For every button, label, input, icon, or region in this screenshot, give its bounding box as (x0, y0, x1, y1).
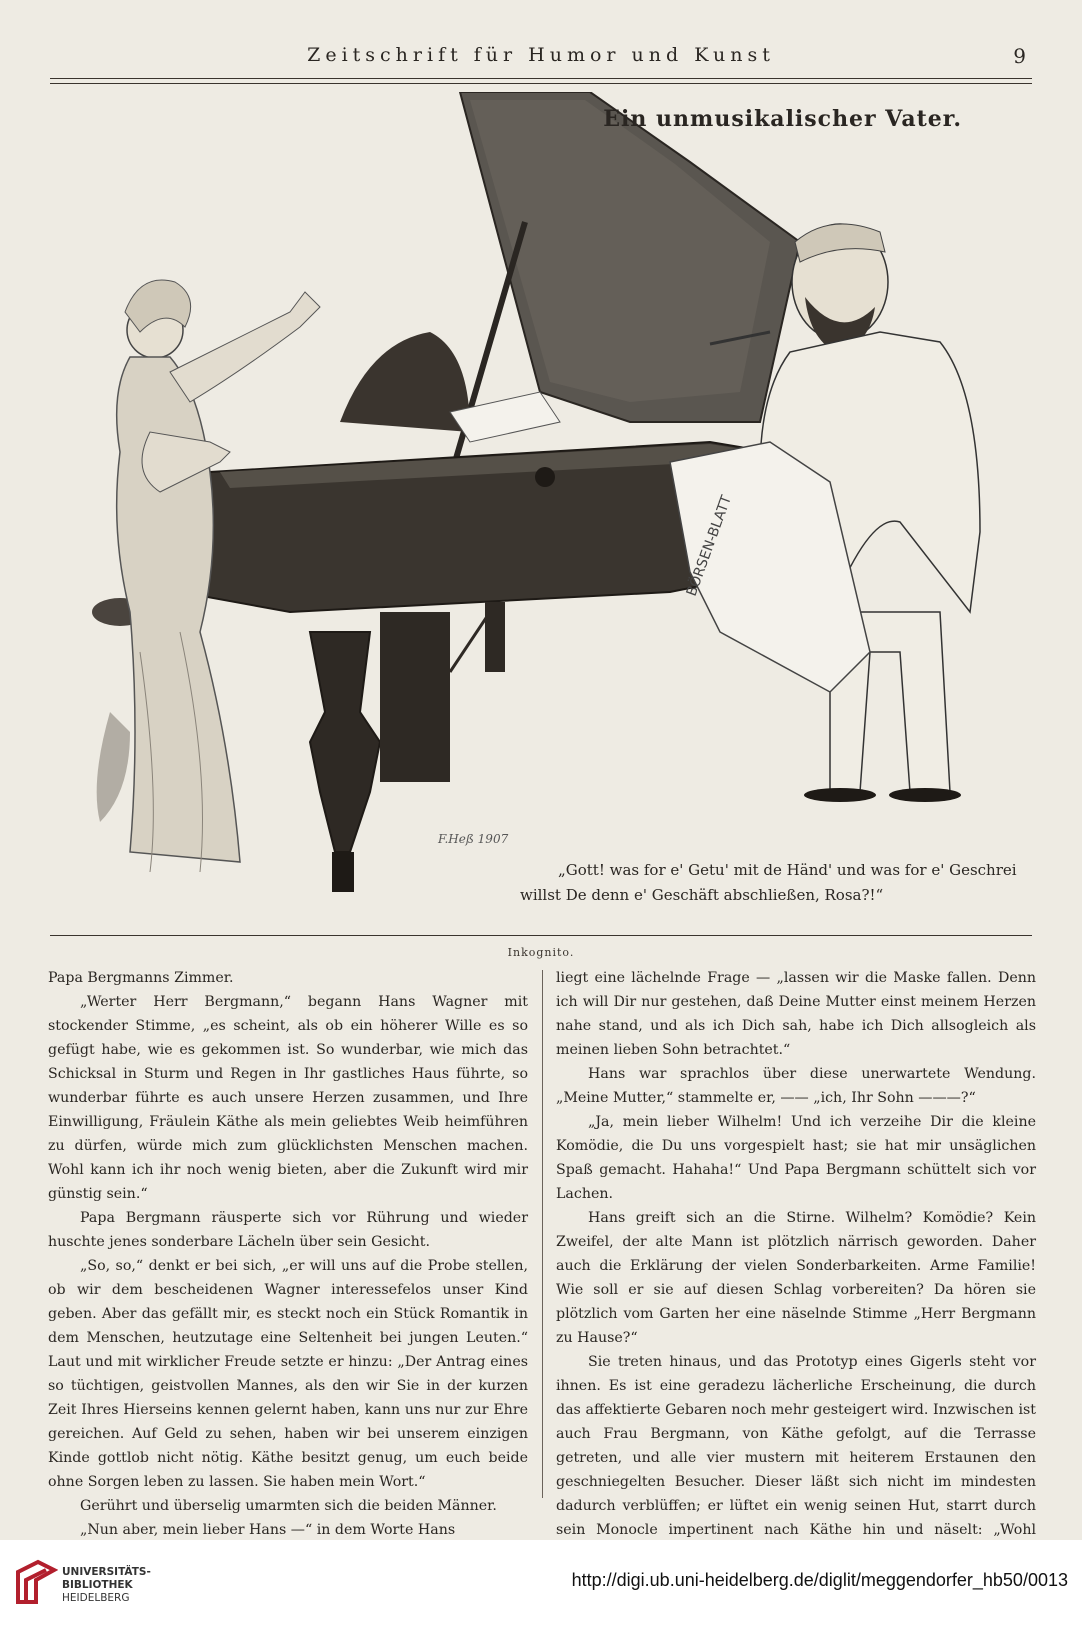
paragraph: liegt eine lächelnde Frage — „lassen wir die Maske fallen. Denn ich will Dir nur gestehen, daß Deine Mutter einst meinem Herzen nahe stand, und als ich Dich sah, habe ich Dich allsogleich als meinen lieben Sohn betrachtet.“ (556, 970, 1036, 1058)
running-head (50, 44, 1032, 74)
paragraph: Hans war sprachlos über diese unerwartete Wendung. „Meine Mutter,“ stammelte er, —— „ich, Ihr Sohn ———?“ (556, 1066, 1036, 1106)
paragraph: „Ja, mein lieber Wilhelm! Und ich verzeihe Dir die kleine Komödie, die Du uns vorgespielt hast; sie hat mir unsäglichen Spaß gemacht. Hahaha!“ Und Papa Bergmann schüttelt sich vor Lachen. (556, 1114, 1036, 1202)
library-name: UNIVERSITÄTS- BIBLIOTHEK HEIDELBERG (62, 1566, 151, 1604)
paragraph: „Werter Herr Bergmann,“ begann Hans Wagner mit stockender Stimme, „es scheint, als ob ein höherer Wille es so gefügt habe, wie es gekommen ist. So wunderbar, wie mich das Schicksal in Sturm und Regen in Ihr gastliches Haus führte, so wunderbar führte es auch unsere Herzen zusammen, und Ihre Einwilligung, Fräulein Käthe als mein geliebtes Weib heimführen zu dürfen, würde mich zum glücklichsten Menschen machen. Wohl kann ich ihr noch wenig bieten, aber die Zukunft wird mir günstig sein.“ (48, 994, 528, 1202)
running-title: Zeitschrift für Humor und Kunst (307, 44, 775, 66)
footer-bar (0, 1540, 1082, 1626)
page-number: 9 (1013, 44, 1026, 68)
paragraph: „So, so,“ denkt er bei sich, „er will uns auf die Probe stellen, ob wir dem bescheidenen Wagner interessefelos unser Kind geben. Aber das gefällt mir, es steckt noch ein Stück Romantik in dem Menschen, heutzutage eine Seltenheit bei jungen Leuten.“ Laut und mit wirklicher Freude setzte er hinzu: „Der Antrag eines so tüchtigen, geistvollen Mannes, als den wir Sie in der kurzen Zeit Ihres Hierseins kennen gelernt haben, kann uns nur zur Ehre gereichen. Auf Geld zu sehen, haben wir bei unserem einzigen Kinde gottlob nicht nötig. Käthe besitzt genug, um euch beide ohne Sorgen leben zu lassen. Sie haben mein Wort.“ (48, 1258, 528, 1490)
artist-signature: F.Heß 1907 (438, 832, 509, 846)
music-stand (340, 332, 470, 432)
paragraph: Sie treten hinaus, und das Prototyp eines Gigerls steht vor ihnen. Es ist eine geradezu lächerliche Erscheinung, die durch das affektierte Gebaren noch mehr gesteigert wird. Inzwischen ist auch Frau Bergmann, von Käthe gefolgt, auf die Terrasse getreten, und alle vier mustern mit heiterem Erstaunen den geschniegelten Besucher. Dieser läßt sich nicht im mindesten dadurch verblüffen; er lüftet ein wenig seinen Hut, starrt durch sein Monocle impertinent nach Käthe hin und näselt: „Wohl (556, 1354, 1036, 1538)
newspaper-label: BÖRSEN-BLATT (683, 493, 735, 599)
paragraph: „Nun aber, mein lieber Hans —“ in dem Worte Hans (80, 1522, 456, 1538)
section-label: Inkognito. (507, 946, 575, 959)
paragraph: Gerührt und überselig umarmten sich die beiden Männer. (80, 1498, 497, 1514)
piano-leg-front (310, 632, 380, 852)
cartoon-caption (480, 858, 1042, 908)
paragraph: Papa Bergmann räusperte sich vor Rührung und wieder huschte jenes sonderbare Lächeln über sein Gesicht. (48, 1210, 528, 1250)
caption-line-2: willst De denn e' Geschäft abschließen, Rosa?!“ (520, 886, 884, 904)
right-column (556, 966, 1036, 1566)
caption-line-1: „Gott! was for e' Getu' mit de Händ' und was for e' Geschrei (558, 861, 1017, 879)
left-column (48, 966, 528, 1542)
cartoon-title: Ein unmusikalischer Vater. (603, 106, 962, 132)
article-columns (48, 966, 1036, 1538)
header-double-rule (50, 78, 1032, 84)
column-divider (542, 970, 543, 1498)
paragraph: Hans greift sich an die Stirne. Wilhelm? Komödie? Kein Zweifel, der alte Mann ist plötzlich närrisch geworden. Daher auch die Erklärung der vielen Sonderbarkeiten. Arme Familie! Wie soll er sie auf diesen Schlag vorbereiten? Da hören sie plötzlich vom Garten her eine näselnde Stimme „Herr Bergmann zu Hause?“ (556, 1210, 1036, 1346)
section-rule (50, 935, 1032, 936)
paragraph: Papa Bergmanns Zimmer. (48, 970, 234, 986)
cartoon-illustration (70, 92, 1030, 932)
library-logo-icon (14, 1558, 58, 1608)
source-url-link[interactable]: http://digi.ub.uni-heidelberg.de/diglit/meggendorfer_hb50/0013 (571, 1570, 1068, 1590)
